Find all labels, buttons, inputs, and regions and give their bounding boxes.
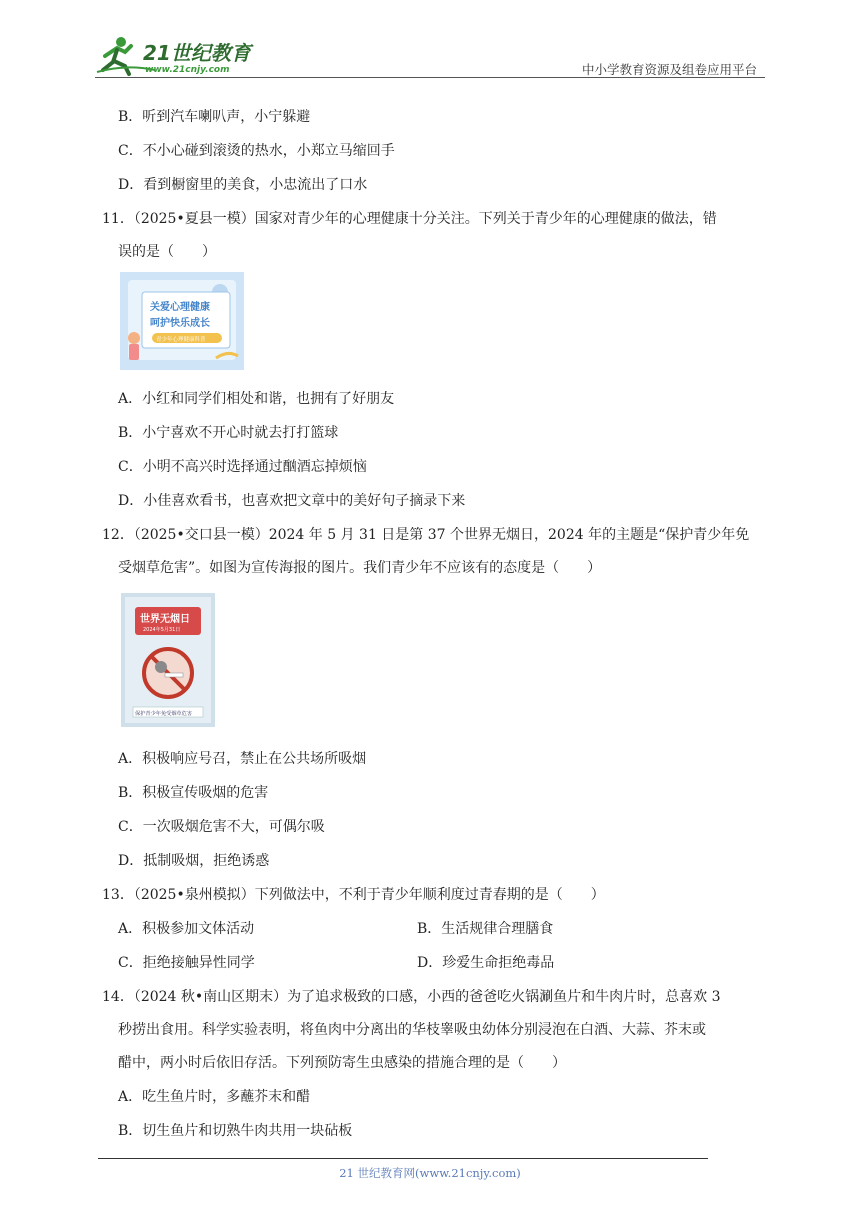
- q13-option-b: [417, 918, 553, 938]
- option-text: 一次吸烟危害不大，可偶尔吸: [142, 819, 325, 835]
- option-letter: C．: [118, 819, 143, 835]
- q13-option-a: [118, 918, 254, 938]
- option-text: 小明不高兴时选择通过酗酒忘掉烦恼: [142, 459, 367, 475]
- question-12-stem-cont: 受烟草危害”。如图为宣传海报的图片。我们青少年不应该有的态度是（ ）: [118, 560, 602, 576]
- option-text: 小红和同学们相处和谐，也拥有了好朋友: [142, 391, 395, 407]
- option-letter: C．: [118, 143, 143, 159]
- question-12-stem: 12．（2025•交口县一模）2024 年 5 月 31 日是第 37 个世界无烟日，2024 年的主题是“保护青少年免: [102, 527, 750, 543]
- option-text: 积极参加文体活动: [142, 921, 255, 937]
- option-text: 抵制吸烟，拒绝诱惑: [143, 853, 270, 869]
- option-text: 积极响应号召，禁止在公共场所吸烟: [142, 751, 367, 767]
- option-text: 不小心碰到滚烫的热水，小郑立马缩回手: [142, 143, 395, 159]
- mental-health-poster-image: [120, 272, 244, 370]
- poster-title: 世界无烟日: [140, 614, 190, 625]
- q11-option-d: [118, 490, 465, 510]
- option-letter: C．: [118, 955, 143, 971]
- q14-option-b: [118, 1120, 352, 1140]
- option-text: 珍爱生命拒绝毒品: [442, 955, 555, 971]
- question-11-stem: 11．（2025•夏县一模）国家对青少年的心理健康十分关注。下列关于青少年的心理健康的做法，错: [102, 211, 717, 227]
- q14-option-a: [118, 1086, 310, 1106]
- poster-bottom: 保护青少年免受烟草危害: [135, 711, 193, 717]
- q11-option-c: [118, 456, 367, 476]
- question-14-stem-cont-2: 醋中，两小时后依旧存活。下列预防寄生虫感染的措施合理的是（ ）: [118, 1055, 566, 1071]
- option-letter: D．: [417, 955, 443, 971]
- logo-url: www.21cnjy.com: [145, 65, 230, 75]
- option-text: 吃生鱼片时，多蘸芥末和醋: [142, 1089, 311, 1105]
- option-text: 拒绝接触异性同学: [142, 955, 255, 971]
- option-letter: A．: [118, 391, 143, 407]
- q11-option-b: [118, 422, 338, 442]
- footer-link[interactable]: 21 世纪教育网(www.21cnjy.com): [339, 1166, 521, 1180]
- question-14-stem: 14．（2024 秋•南山区期末）为了追求极致的口感，小西的爸爸吃火锅涮鱼片和牛肉片时，总喜欢 3: [102, 989, 721, 1005]
- option-text: 看到橱窗里的美食，小忠流出了口水: [143, 177, 368, 193]
- option-text: 听到汽车喇叭声，小宁躲避: [142, 109, 311, 125]
- option-letter: D．: [118, 177, 144, 193]
- option-letter: B．: [118, 785, 143, 801]
- q13-option-c: [118, 952, 255, 972]
- poster-title-2: 呵护快乐成长: [150, 318, 210, 329]
- option-letter: B．: [118, 109, 143, 125]
- option-letter: A．: [118, 1089, 143, 1105]
- question-14-stem-cont-1: 秒捞出食用。科学实验表明，将鱼肉中分离出的华枝睾吸虫幼体分别浸泡在白酒、大蒜、芥末或: [118, 1022, 706, 1038]
- question-11-stem-cont: 误的是（ ）: [118, 244, 216, 260]
- option-text: 小佳喜欢看书，也喜欢把文章中的美好句子摘录下来: [143, 493, 466, 509]
- no-smoking-day-poster-image: [121, 593, 215, 727]
- platform-title: 中小学教育资源及组卷应用平台: [581, 62, 757, 77]
- q12-option-d: [118, 850, 269, 870]
- poster-title-1: 关爱心理健康: [150, 302, 210, 313]
- footer-divider: [98, 1158, 708, 1159]
- no-smoking-icon: [144, 649, 192, 697]
- poster-banner: 青少年心理健康科普: [156, 337, 206, 343]
- option-letter: D．: [118, 853, 144, 869]
- option-letter: B．: [118, 1123, 143, 1139]
- option-letter: D．: [118, 493, 144, 509]
- poster-date: 2024年5月31日: [143, 627, 181, 633]
- option-d-prev: [118, 174, 367, 194]
- logo: [95, 34, 265, 76]
- option-letter: A．: [118, 751, 143, 767]
- option-text: 切生鱼片和切熟牛肉共用一块砧板: [142, 1123, 353, 1139]
- q13-option-d: [417, 952, 554, 972]
- option-letter: C．: [118, 459, 143, 475]
- option-c-prev: [118, 140, 395, 160]
- q11-option-a: [118, 388, 394, 408]
- page-header: [95, 30, 765, 80]
- option-letter: B．: [417, 921, 442, 937]
- logo-main: 21世纪教育: [143, 41, 251, 65]
- option-letter: B．: [118, 425, 143, 441]
- question-13-stem: 13．（2025•泉州模拟）下列做法中，不利于青少年顺利度过青春期的是（ ）: [102, 887, 605, 903]
- option-text: 小宁喜欢不开心时就去打打篮球: [142, 425, 339, 441]
- q12-option-b: [118, 782, 268, 802]
- q12-option-c: [118, 816, 325, 836]
- header-divider: [95, 77, 765, 78]
- option-text: 积极宣传吸烟的危害: [142, 785, 269, 801]
- option-text: 生活规律合理膳食: [441, 921, 554, 937]
- option-b-prev: [118, 106, 310, 126]
- option-letter: A．: [118, 921, 143, 937]
- q12-option-a: [118, 748, 366, 768]
